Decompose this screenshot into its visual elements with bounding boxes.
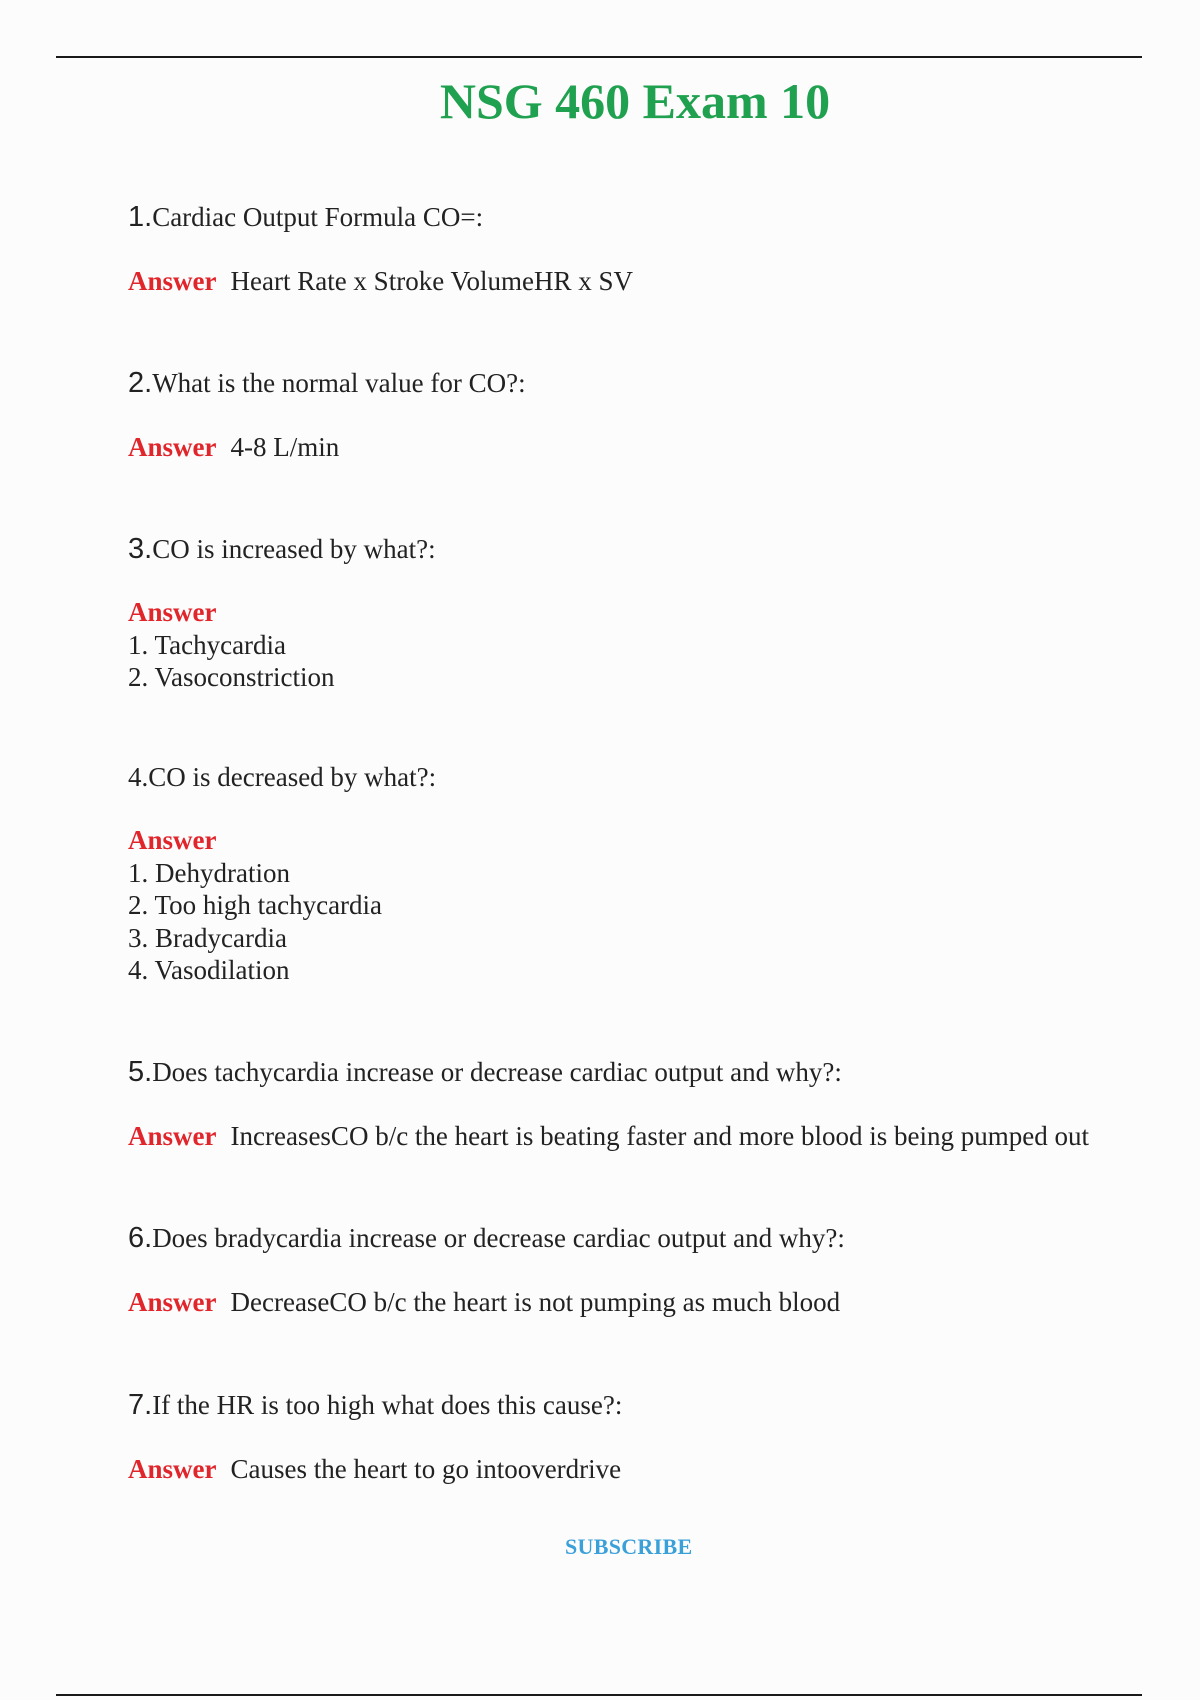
answer-item: 2. Vasoconstriction: [128, 662, 335, 692]
question-block: [128, 366, 526, 464]
question: [128, 1055, 1089, 1089]
question-text: Cardiac Output Formula CO=:: [152, 202, 484, 232]
page-title: NSG 460 Exam 10: [439, 73, 831, 129]
top-rule: [56, 56, 1142, 58]
answer: [128, 596, 436, 694]
question-number: 7.: [128, 1389, 153, 1421]
question-text: CO is decreased by what?:: [148, 762, 437, 792]
question-number: 2.: [128, 367, 153, 399]
question-number: 6.: [128, 1222, 153, 1254]
question-block: [128, 200, 633, 298]
question: [128, 366, 526, 400]
answer: [128, 824, 436, 987]
question-block: [128, 1055, 1089, 1153]
answer-text: Heart Rate x Stroke VolumeHR x SV: [230, 266, 633, 296]
answer-text: 4-8 L/min: [230, 432, 340, 462]
question: [128, 200, 633, 234]
answer-label: Answer: [128, 1287, 217, 1317]
question: [128, 532, 436, 566]
question-number: 3.: [128, 533, 153, 565]
question-block: [128, 532, 436, 694]
answer: [128, 430, 526, 464]
answer-item: 1. Tachycardia: [128, 629, 287, 660]
answer-label: Answer: [128, 432, 217, 462]
question-text: CO is increased by what?:: [152, 534, 436, 564]
question-text: Does tachycardia increase or decrease cardiac output and why?:: [152, 1057, 842, 1087]
answer: [128, 1119, 1089, 1153]
question-block: [128, 760, 436, 987]
answer: [128, 1452, 622, 1486]
question-number: 5.: [128, 1056, 153, 1088]
answer-label: Answer: [128, 266, 217, 296]
subscribe-link[interactable]: SUBSCRIBE: [565, 1534, 693, 1559]
answer-item: 4. Vasodilation: [128, 955, 290, 985]
question: [128, 760, 436, 794]
answer-item: 3. Bradycardia: [128, 922, 287, 953]
question-block: [128, 1388, 622, 1486]
answer-label: Answer: [128, 1454, 217, 1484]
question-number: 1.: [128, 201, 153, 233]
bottom-rule: [56, 1694, 1142, 1696]
answer-item: 2. Too high tachycardia: [128, 890, 383, 920]
question-text: What is the normal value for CO?:: [152, 368, 526, 398]
answer-label: Answer: [128, 1121, 217, 1151]
question: [128, 1221, 845, 1255]
answer: [128, 264, 633, 298]
question-number: 4.: [128, 762, 149, 792]
answer-label: Answer: [128, 597, 217, 627]
answer-text: DecreaseCO b/c the heart is not pumping as much blood: [230, 1287, 841, 1317]
answer-label: Answer: [128, 825, 217, 855]
answer: [128, 1285, 845, 1319]
answer-text: Causes the heart to go intooverdrive: [230, 1454, 622, 1484]
question-text: If the HR is too high what does this cause?:: [152, 1390, 623, 1420]
answer-text: IncreasesCO b/c the heart is beating faster and more blood is being pumped out: [230, 1121, 1090, 1151]
question-text: Does bradycardia increase or decrease cardiac output and why?:: [152, 1223, 845, 1253]
answer-item: 1. Dehydration: [128, 857, 290, 888]
question: [128, 1388, 622, 1422]
question-block: [128, 1221, 845, 1319]
